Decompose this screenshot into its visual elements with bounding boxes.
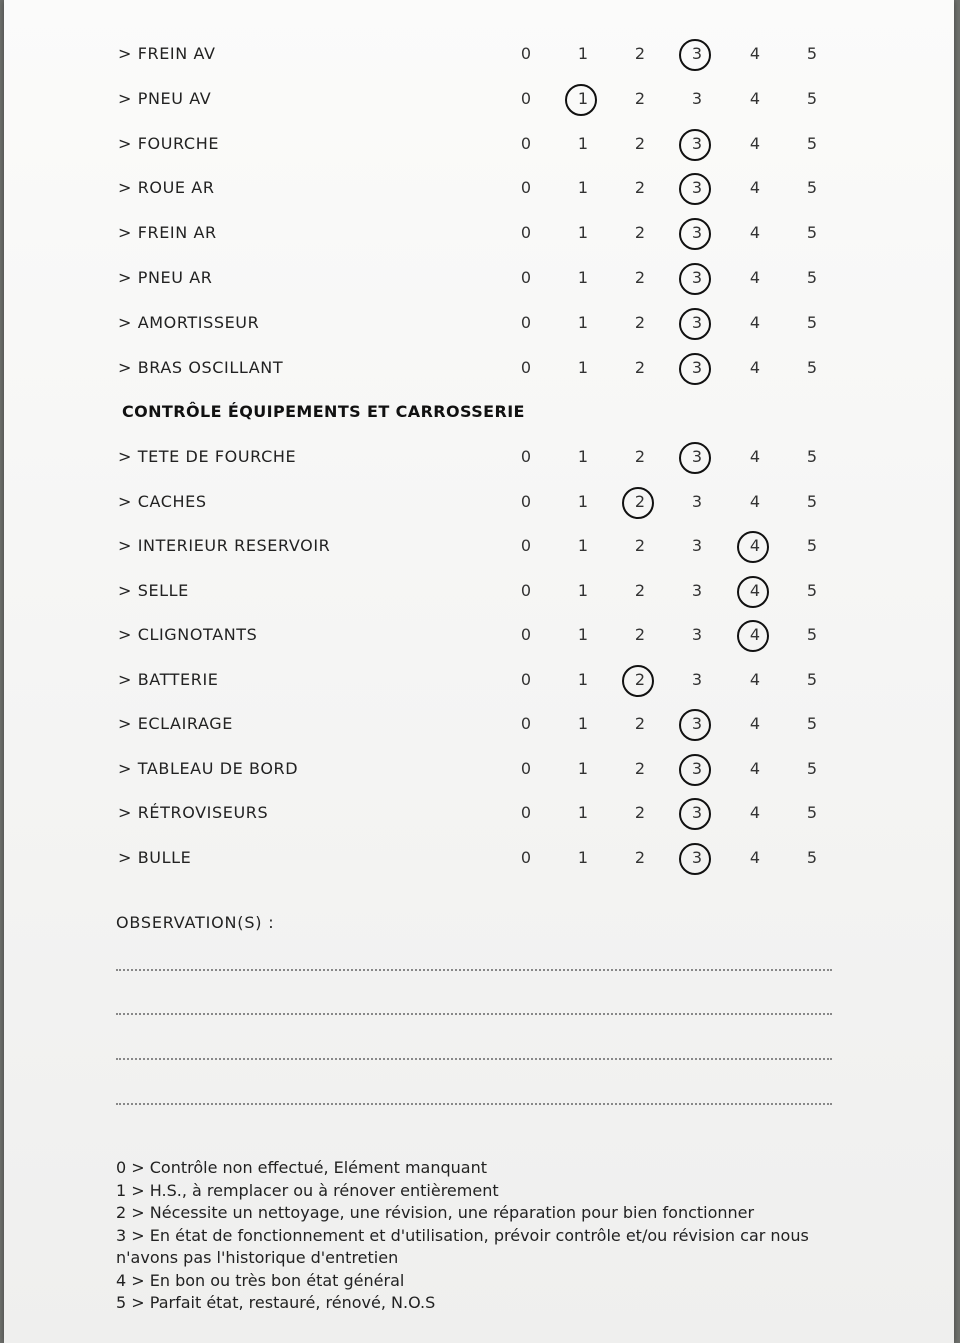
selected-circle <box>679 442 711 474</box>
rating-row <box>4 85 954 115</box>
score-option-0[interactable]: 0 <box>520 580 532 600</box>
score-option-1[interactable]: 1 <box>577 491 589 511</box>
selected-circle <box>679 843 711 875</box>
rating-row <box>4 532 954 562</box>
score-option-0[interactable]: 0 <box>520 625 532 644</box>
selected-circle <box>679 129 711 161</box>
selected-circle <box>679 39 711 71</box>
legend-item: 4 > En bon ou très bon état général <box>116 1270 405 1290</box>
item-label: > BULLE <box>118 847 192 867</box>
score-option-0[interactable]: 0 <box>520 714 532 733</box>
score-option-4[interactable]: 4 <box>749 803 761 822</box>
score-option-4[interactable]: 4 <box>749 223 761 243</box>
score-option-2[interactable]: 2 <box>634 580 646 600</box>
item-label: > FREIN AV <box>118 44 216 63</box>
score-option-3[interactable]: 3 <box>687 447 707 466</box>
selected-circle <box>679 218 711 250</box>
score-option-4[interactable]: 4 <box>745 625 765 644</box>
score-option-2[interactable]: 2 <box>634 536 646 555</box>
score-option-5[interactable]: 5 <box>806 268 818 287</box>
rating-row <box>4 219 954 249</box>
score-option-5[interactable]: 5 <box>806 223 818 243</box>
observation-line-3[interactable] <box>116 1058 832 1060</box>
inspection-sheet <box>4 0 954 1343</box>
score-option-3[interactable]: 3 <box>687 848 707 867</box>
score-option-0[interactable]: 0 <box>520 44 532 63</box>
selected-circle <box>679 353 711 385</box>
score-option-3[interactable]: 3 <box>687 178 707 197</box>
item-label: > INTERIEUR RESERVOIR <box>118 536 331 555</box>
selected-circle <box>679 709 711 741</box>
score-option-3[interactable]: 3 <box>687 134 707 153</box>
legend-item: 5 > Parfait état, restauré, rénové, N.O.S <box>116 1293 436 1312</box>
score-option-2[interactable]: 2 <box>634 268 646 287</box>
item-label: > TABLEAU DE BORD <box>118 758 299 778</box>
score-option-4[interactable]: 4 <box>749 88 761 108</box>
observations-title: OBSERVATION(S) : <box>116 913 275 932</box>
score-option-0[interactable]: 0 <box>520 357 532 377</box>
selected-circle <box>679 308 711 340</box>
score-option-2[interactable]: 2 <box>634 625 646 644</box>
score-option-2[interactable]: 2 <box>634 447 646 466</box>
score-option-2[interactable]: 2 <box>634 44 646 63</box>
score-option-5[interactable]: 5 <box>806 178 818 198</box>
score-option-0[interactable]: 0 <box>520 268 532 287</box>
score-option-3[interactable]: 3 <box>691 669 703 689</box>
score-option-2[interactable]: 2 <box>634 312 646 332</box>
item-label: > BRAS OSCILLANT <box>118 357 284 377</box>
score-option-0[interactable]: 0 <box>520 88 532 108</box>
observation-line-2[interactable] <box>116 1013 832 1015</box>
score-option-1[interactable]: 1 <box>577 178 589 198</box>
item-label: > ROUE AR <box>118 178 215 198</box>
selected-circle <box>679 754 711 786</box>
score-option-4[interactable]: 4 <box>749 133 761 153</box>
score-option-2[interactable]: 2 <box>634 803 646 822</box>
score-option-3[interactable]: 3 <box>687 358 707 377</box>
score-option-1[interactable]: 1 <box>577 268 589 287</box>
selected-circle <box>737 531 769 563</box>
rating-row <box>4 710 954 740</box>
score-option-4[interactable]: 4 <box>749 178 761 198</box>
selected-circle <box>679 173 711 205</box>
item-label: > CACHES <box>118 491 207 511</box>
score-option-3[interactable]: 3 <box>691 625 703 644</box>
score-option-0[interactable]: 0 <box>520 669 532 689</box>
score-option-4[interactable]: 4 <box>749 447 761 466</box>
observation-line-1[interactable] <box>116 969 832 971</box>
item-label: > FREIN AR <box>118 223 217 243</box>
rating-row <box>4 577 954 607</box>
score-option-3[interactable]: 3 <box>691 536 703 555</box>
score-option-5[interactable]: 5 <box>806 491 818 511</box>
score-option-4[interactable]: 4 <box>749 758 761 778</box>
score-option-5[interactable]: 5 <box>806 847 818 867</box>
rating-row <box>4 354 954 384</box>
score-option-4[interactable]: 4 <box>749 357 761 377</box>
score-option-3[interactable]: 3 <box>687 223 707 242</box>
rating-legend <box>116 1157 836 1315</box>
rating-row <box>4 174 954 204</box>
score-option-1[interactable]: 1 <box>577 447 589 466</box>
item-label: > SELLE <box>118 580 189 600</box>
score-option-1[interactable]: 1 <box>577 357 589 377</box>
score-option-5[interactable]: 5 <box>806 44 818 63</box>
score-option-5[interactable]: 5 <box>806 580 818 600</box>
score-option-0[interactable]: 0 <box>520 447 532 466</box>
score-option-4[interactable]: 4 <box>749 491 761 511</box>
item-label: > PNEU AR <box>118 268 213 287</box>
score-option-1[interactable]: 1 <box>577 847 589 867</box>
score-option-4[interactable]: 4 <box>749 714 761 733</box>
score-option-4[interactable]: 4 <box>749 312 761 332</box>
score-option-1[interactable]: 1 <box>577 223 589 243</box>
rating-row <box>4 40 954 70</box>
score-option-3[interactable]: 3 <box>687 803 707 822</box>
score-option-2[interactable]: 2 <box>634 223 646 243</box>
rating-row <box>4 799 954 829</box>
score-option-0[interactable]: 0 <box>520 223 532 243</box>
legend-item: 0 > Contrôle non effectué, Elément manquant <box>116 1158 487 1177</box>
section-heading: CONTRÔLE ÉQUIPEMENTS ET CARROSSERIE <box>122 402 525 421</box>
score-option-3[interactable]: 3 <box>687 268 707 287</box>
score-option-3[interactable]: 3 <box>691 580 703 600</box>
rating-row <box>4 309 954 339</box>
score-option-3[interactable]: 3 <box>687 759 707 778</box>
score-option-0[interactable]: 0 <box>520 847 532 867</box>
score-option-1[interactable]: 1 <box>577 758 589 778</box>
score-option-5[interactable]: 5 <box>806 357 818 377</box>
legend-item: 2 > Nécessite un nettoyage, une révision, une réparation pour bien fonctionner <box>116 1203 755 1222</box>
score-option-1[interactable]: 1 <box>577 625 589 644</box>
score-option-3[interactable]: 3 <box>691 88 703 108</box>
selected-circle <box>622 665 654 697</box>
score-option-4[interactable]: 4 <box>745 581 765 600</box>
score-option-5[interactable]: 5 <box>806 88 818 108</box>
rating-row <box>4 264 954 294</box>
item-label: > ECLAIRAGE <box>118 714 233 733</box>
score-option-1[interactable]: 1 <box>577 44 589 63</box>
item-label: > TETE DE FOURCHE <box>118 447 297 466</box>
score-option-5[interactable]: 5 <box>806 312 818 332</box>
score-option-3[interactable]: 3 <box>687 313 707 332</box>
rating-row <box>4 488 954 518</box>
legend-item: 1 > H.S., à remplacer ou à rénover entièrement <box>116 1180 499 1200</box>
legend-item: 3 > En état de fonctionnement et d'utilisation, prévoir contrôle et/ou révision car nous <box>116 1225 809 1245</box>
selected-circle <box>679 798 711 830</box>
score-option-0[interactable]: 0 <box>520 133 532 153</box>
score-option-2[interactable]: 2 <box>634 714 646 733</box>
score-option-0[interactable]: 0 <box>520 536 532 555</box>
item-label: > BATTERIE <box>118 669 219 689</box>
legend-item: n'avons pas l'historique d'entretien <box>116 1248 399 1267</box>
item-label: > FOURCHE <box>118 133 220 153</box>
rating-row <box>4 443 954 473</box>
score-option-2[interactable]: 2 <box>634 88 646 108</box>
item-label: > CLIGNOTANTS <box>118 625 258 644</box>
score-option-1[interactable]: 1 <box>577 580 589 600</box>
score-option-3[interactable]: 3 <box>691 491 703 511</box>
rating-row <box>4 130 954 160</box>
score-option-5[interactable]: 5 <box>806 714 818 733</box>
selected-circle <box>737 620 769 652</box>
score-option-3[interactable]: 3 <box>687 44 707 63</box>
score-option-2[interactable]: 2 <box>634 178 646 198</box>
score-option-5[interactable]: 5 <box>806 669 818 689</box>
rating-row <box>4 844 954 874</box>
score-option-2[interactable]: 2 <box>630 670 650 689</box>
score-option-4[interactable]: 4 <box>749 268 761 287</box>
score-option-5[interactable]: 5 <box>806 536 818 555</box>
score-option-2[interactable]: 2 <box>634 847 646 867</box>
score-option-4[interactable]: 4 <box>745 536 765 555</box>
item-label: > AMORTISSEUR <box>118 312 260 332</box>
score-option-0[interactable]: 0 <box>520 312 532 332</box>
rating-row <box>4 621 954 651</box>
score-option-1[interactable]: 1 <box>577 536 589 555</box>
score-option-5[interactable]: 5 <box>806 758 818 778</box>
score-option-5[interactable]: 5 <box>806 133 818 153</box>
selected-circle <box>622 487 654 519</box>
score-option-1[interactable]: 1 <box>577 133 589 153</box>
score-option-0[interactable]: 0 <box>520 803 532 822</box>
score-option-2[interactable]: 2 <box>634 758 646 778</box>
rating-row <box>4 666 954 696</box>
score-option-4[interactable]: 4 <box>749 669 761 689</box>
selected-circle <box>565 84 597 116</box>
score-option-3[interactable]: 3 <box>687 714 707 733</box>
score-option-2[interactable]: 2 <box>634 133 646 153</box>
item-label: > PNEU AV <box>118 88 212 108</box>
score-option-1[interactable]: 1 <box>573 89 593 108</box>
score-option-4[interactable]: 4 <box>749 44 761 63</box>
observation-line-4[interactable] <box>116 1103 832 1105</box>
score-option-2[interactable]: 2 <box>634 357 646 377</box>
score-option-2[interactable]: 2 <box>630 492 650 511</box>
rating-row <box>4 755 954 785</box>
score-option-4[interactable]: 4 <box>749 847 761 867</box>
selected-circle <box>679 263 711 295</box>
score-option-1[interactable]: 1 <box>577 803 589 822</box>
score-option-5[interactable]: 5 <box>806 447 818 466</box>
score-option-5[interactable]: 5 <box>806 625 818 644</box>
score-option-5[interactable]: 5 <box>806 803 818 822</box>
score-option-0[interactable]: 0 <box>520 178 532 198</box>
score-option-0[interactable]: 0 <box>520 758 532 778</box>
score-option-1[interactable]: 1 <box>577 669 589 689</box>
score-option-0[interactable]: 0 <box>520 491 532 511</box>
score-option-1[interactable]: 1 <box>577 714 589 733</box>
selected-circle <box>737 576 769 608</box>
item-label: > RÉTROVISEURS <box>118 803 269 822</box>
score-option-1[interactable]: 1 <box>577 312 589 332</box>
